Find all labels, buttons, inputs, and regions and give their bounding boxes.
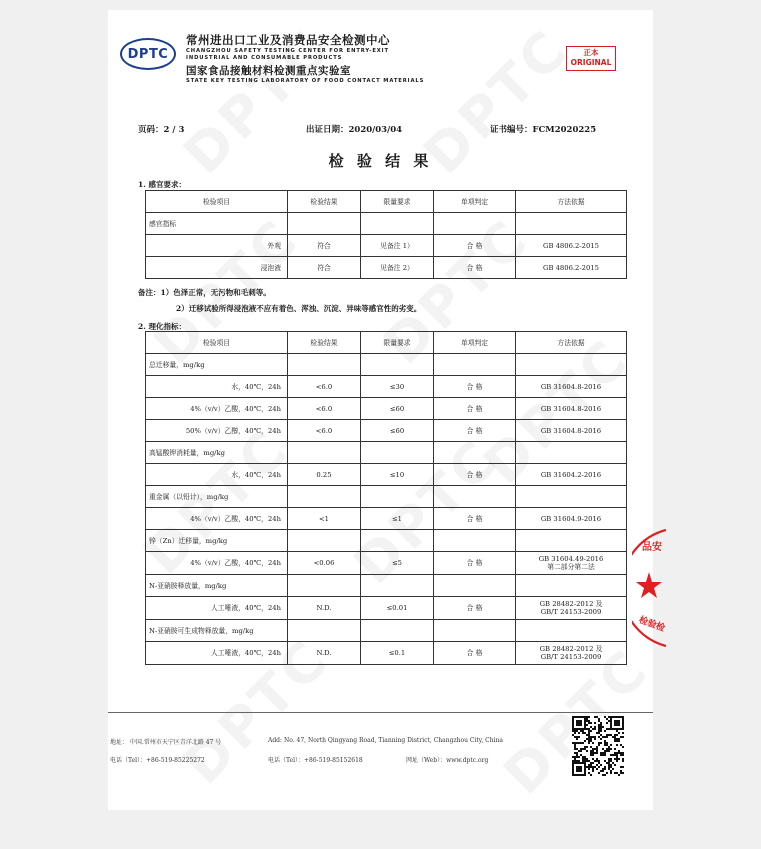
col-judgement: 单项判定 [434, 191, 516, 213]
original-stamp: 正本 ORIGINAL [566, 46, 616, 71]
certificate-page [108, 10, 653, 810]
dptc-logo: DPTC [120, 38, 176, 70]
table-row: 50%（v/v）乙醇，40℃，24h <6.0 ≤60 合 格 GB 31604.8-2016 [146, 420, 627, 442]
org-header [186, 32, 424, 85]
table-header-row [146, 191, 627, 213]
page-title: 检 验 结 果 [328, 152, 433, 170]
table-row: 4%（v/v）乙酸，40℃，24h <0.06 ≤5 合 格 GB 31604.49-2016 第二部分第二法 [146, 552, 627, 575]
org-name-cn: 常州进出口工业及消费品安全检测中心 [186, 33, 390, 47]
table-group-row: 锌（Zn）迁移量，mg/kg [146, 530, 627, 552]
qr-code [572, 716, 624, 776]
table-row: 水，40℃，24h <6.0 ≤30 合 格 GB 31604.8-2016 [146, 376, 627, 398]
table-group-row: 高锰酸钾消耗量，mg/kg [146, 442, 627, 464]
lab-name-en: STATE KEY TESTING LABORATORY OF FOOD CONTACT MATERIALS [186, 78, 425, 84]
svg-text:检验检: 检验检 [637, 615, 666, 635]
column-header: 单项判定 [434, 332, 516, 354]
sensory-notes [138, 285, 421, 317]
physicochemical-table [145, 331, 627, 665]
column-header: 限量要求 [361, 332, 434, 354]
certificate-number: 证书编号：FCM2020225 [490, 125, 597, 135]
table-row: 4%（v/v）乙酸，40℃，24h <6.0 ≤60 合 格 GB 31604.8-2016 [146, 398, 627, 420]
section-1-heading: 1. 感官要求： [138, 180, 186, 189]
table-row: 水，40℃，24h 0.25 ≤10 合 格 GB 31604.2-2016 [146, 464, 627, 486]
footer-divider [108, 712, 653, 713]
tel-2: 电话（Tel）：+86-519-85152618 [268, 757, 363, 764]
table-row: 4%（v/v）乙酸，40℃，24h <1 ≤1 合 格 GB 31604.9-2016 [146, 508, 627, 530]
note-1: 备注：1）色泽正常，无污物和毛刺等。 [138, 288, 271, 297]
org-name-en-1: CHANGZHOU SAFETY TESTING CENTER FOR ENTRY-EXIT [186, 48, 389, 54]
website: 网址（Web）：www.dptc.org [406, 757, 489, 764]
red-seal-fragment [632, 528, 666, 648]
table-group-row: N-亚硝胺释放量，mg/kg [146, 575, 627, 597]
table-group-row: N-亚硝胺可生成物释放量，mg/kg [146, 620, 627, 642]
col-result: 检验结果 [288, 191, 361, 213]
table-row: 人工唾液，40℃，24h N.D. ≤0.01 合 格 GB 28482-2012 及 GB/T 24153-2009 [146, 597, 627, 620]
table-group-row: 重金属（以铅计），mg/kg [146, 486, 627, 508]
column-header: 方法依据 [516, 332, 627, 354]
column-header: 检验结果 [288, 332, 361, 354]
page-number: 页码：2 / 3 [138, 125, 185, 135]
col-limit: 限量要求 [361, 191, 434, 213]
sensory-table [145, 190, 627, 279]
table-row: 外观 符合 见备注 1） 合 格 GB 4806.2-2015 [146, 235, 627, 257]
lab-name-cn: 国家食品接触材料检测重点实验室 [186, 65, 351, 77]
table-row: 人工唾液，40℃，24h N.D. ≤0.1 合 格 GB 28482-2012 及 GB/T 24153-2009 [146, 642, 627, 665]
column-header: 检验项目 [146, 332, 288, 354]
table-header-row [146, 332, 627, 354]
col-item: 检验项目 [146, 191, 288, 213]
table-group-row: 总迁移量，mg/kg [146, 354, 627, 376]
note-2: 2）迁移试验所得浸泡液不应有着色、浑浊、沉淀、异味等感官性的劣变。 [176, 304, 422, 313]
address-cn: 地址： 中国.常州市天宁区青洋北路 47 号 [110, 739, 222, 746]
table-group-row: 感官指标 [146, 213, 627, 235]
tel-1: 电话（Tel）：+86-519-85225272 [110, 757, 205, 764]
section-2-heading: 2. 理化指标： [138, 322, 186, 331]
issue-date: 出证日期：2020/03/04 [306, 125, 403, 135]
org-name-en-2: INDUSTRIAL AND CONSUMABLE PRODUCTS [186, 55, 343, 61]
svg-text:品安: 品安 [642, 542, 662, 553]
address-en: Add: No. 47, North Qingyang Road, Tianning District, Changzhou City, China [268, 737, 504, 744]
table-row: 浸泡液 符合 见备注 2） 合 格 GB 4806.2-2015 [146, 257, 627, 279]
col-method: 方法依据 [516, 191, 627, 213]
